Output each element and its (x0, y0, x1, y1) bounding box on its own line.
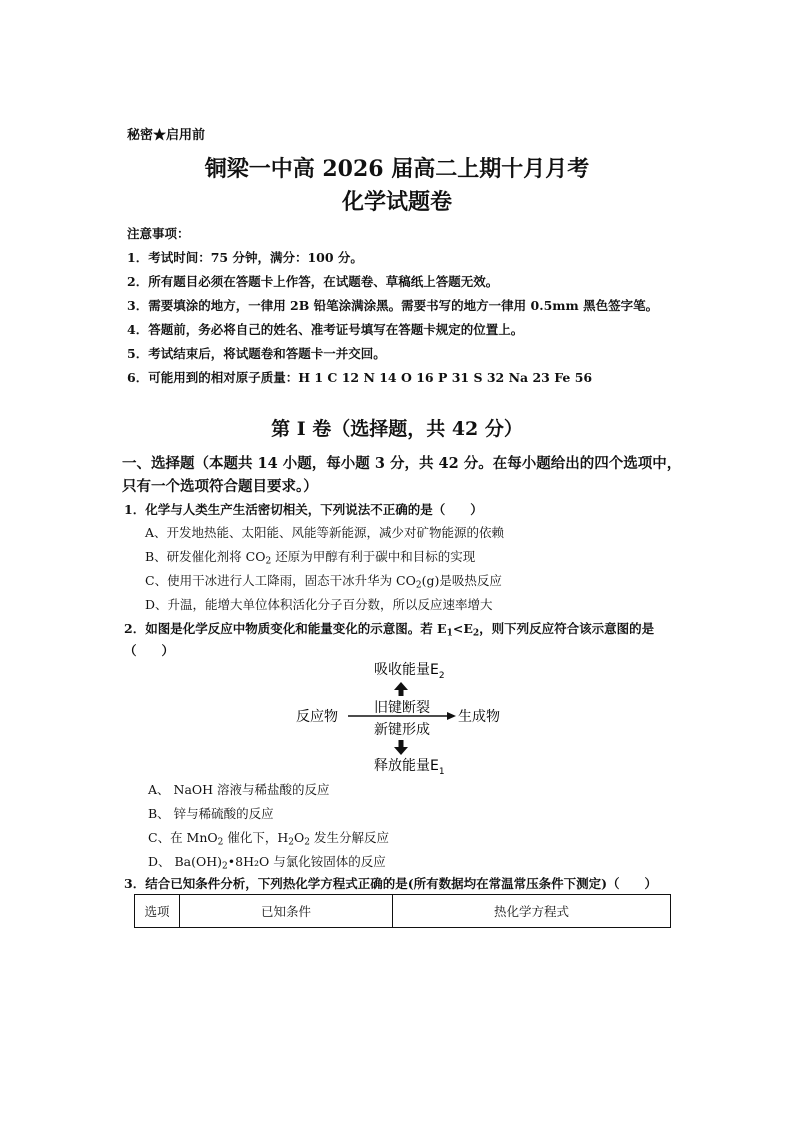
question-1-option-b: B、研发催化剂将 $CO_2$ 还原为甲醇有利于碳中和目标的实现 (145, 549, 476, 567)
energy-diagram (290, 656, 520, 776)
product-label: 生成物 (458, 709, 500, 725)
down-arrow-icon (394, 740, 408, 755)
table-header-cell: 已知条件 (180, 895, 393, 928)
question-2-paren: （ ） (124, 643, 175, 658)
bond-forming-label: 新键形成 (374, 722, 430, 738)
release-energy-label: 释放能量$E_1$ (374, 758, 445, 776)
question-3-table (134, 894, 671, 928)
question-1-option-d: D、升温，能增大单位体积活化分子百分数，所以反应速率增大 (145, 597, 493, 612)
confidential-mark: 秘密★启用前 (127, 128, 206, 143)
question-2-stem: 2．如图是化学反应中物质变化和能量变化的示意图。若 $E_1<E_2$，则下列反应符合该示意图的是 (124, 621, 655, 639)
section-title: 第 I 卷（选择题，共 42 分） (271, 418, 523, 440)
note-item: 1．考试时间：75 分钟，满分：100 分。 (127, 250, 363, 265)
part-intro-line2: 只有一个选项符合题目要求。） (122, 478, 318, 495)
question-1-option-c: C、使用干冰进行人工降雨，固态干冰升华为 $CO_2(g)$是吸热反应 (145, 573, 502, 591)
note-item: 6．可能用到的相对原子质量：H 1 C 12 N 14 O 16 P 31 S 32 Na 23 Fe 56 (127, 370, 593, 385)
note-item: 2．所有题目必须在答题卡上作答，在试题卷、草稿纸上答题无效。 (127, 274, 499, 289)
up-arrow-icon (394, 682, 408, 696)
question-1-option-a: A、开发地热能、太阳能、风能等新能源，减少对矿物能源的依赖 (145, 525, 505, 540)
question-2-option-c: C、在 MnO$_2$ 催化下，$H_2O_2$ 发生分解反应 (148, 830, 389, 848)
note-item: 3．需要填涂的地方，一律用 2B 铅笔涂满涂黑。需要书写的地方一律用 0.5mm 黑色签字笔。 (127, 298, 659, 313)
question-2-option-b: B、 锌与稀硫酸的反应 (148, 806, 274, 821)
exam-subtitle: 化学试题卷 (341, 189, 452, 215)
question-2-option-a: A、 NaOH 溶液与稀盐酸的反应 (148, 782, 330, 797)
question-2-option-d: D、 $Ba(OH)_2•8H_2O$ 与氯化铵固体的反应 (148, 854, 386, 872)
table-header-row (135, 895, 671, 928)
note-item: 5．考试结束后，将试题卷和答题卡一并交回。 (127, 346, 386, 361)
notes-heading: 注意事项： (127, 226, 190, 241)
table-header-cell: 选项 (135, 895, 180, 928)
question-1-stem: 1．化学与人类生产生活密切相关，下列说法不正确的是（ ） (124, 502, 483, 517)
exam-title: 铜梁一中高 2026 届高二上期十月月考 (204, 156, 590, 182)
part-intro-line1: 一、选择题（本题共 14 小题，每小题 3 分，共 42 分。在每小题给出的四个选项中， (122, 455, 682, 472)
bond-breaking-label: 旧键断裂 (374, 700, 430, 716)
absorb-energy-label: 吸收能量$E_2$ (374, 662, 445, 681)
reactant-label: 反应物 (296, 709, 338, 725)
note-item: 4．答题前，务必将自己的姓名、准考证号填写在答题卡规定的位置上。 (127, 322, 524, 337)
question-3-stem: 3．结合已知条件分析，下列热化学方程式正确的是(所有数据均在常温常压条件下测定)（ ） (124, 876, 658, 891)
table-header-cell: 热化学方程式 (393, 895, 671, 928)
